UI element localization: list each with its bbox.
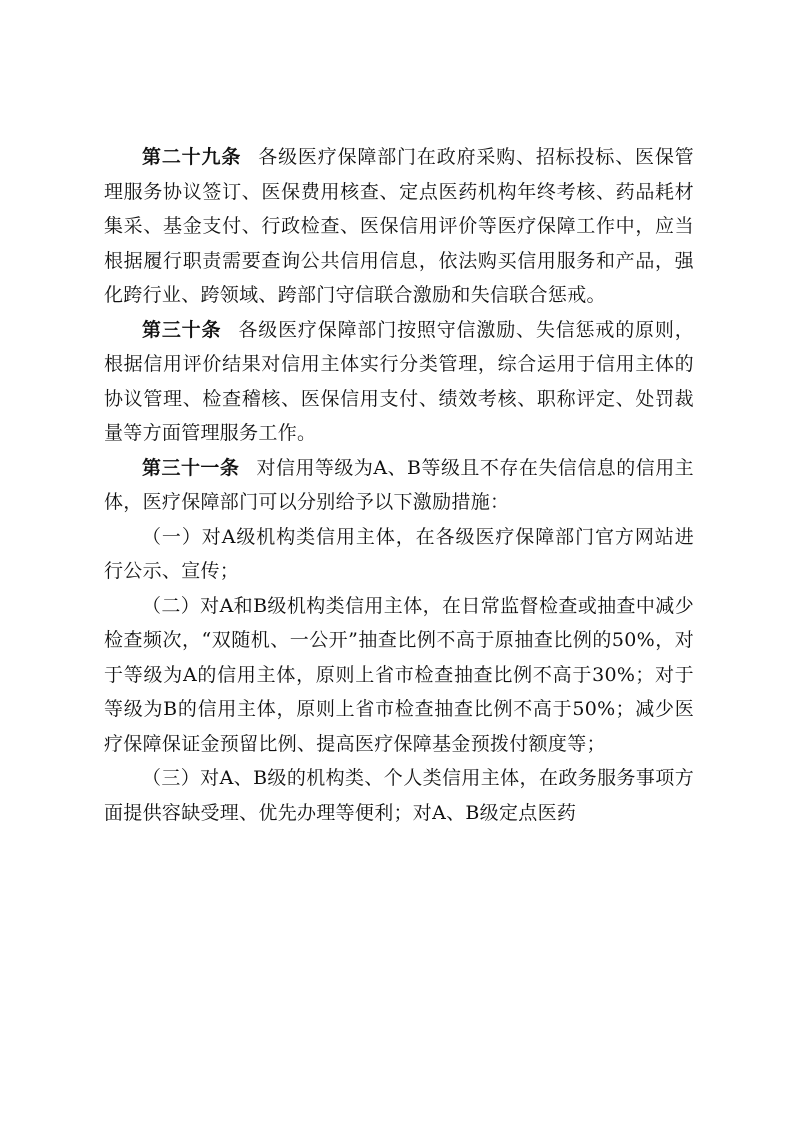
article-30-text: 各级医疗保障部门按照守信激励、失信惩戒的原则，根据信用评价结果对信用主体实行分类管理，综合运用于信用主体的协议管理、检查稽核、医保信用支付、绩效考核、职称评定、处罚裁量等方面管理服务工作。 — [104, 318, 694, 444]
article-30-paragraph — [104, 313, 694, 451]
clause-2-text: （二）对A和B级机构类信用主体，在日常监督检查或抽查中减少检查频次，“双随机、一公开”抽查比例不高于原抽查比例的50%，对于等级为A的信用主体，原则上省市检查抽查比例不高于30%；对于等级为B的信用主体，原则上省市检查抽查比例不高于50%；减少医疗保障保证金预留比例、提高医疗保障基金预拨付额度等； — [104, 594, 694, 755]
document-body — [104, 140, 694, 830]
article-29-paragraph — [104, 140, 694, 313]
article-31-paragraph — [104, 451, 694, 520]
article-29-text: 各级医疗保障部门在政府采购、招标投标、医保管理服务协议签订、医保费用核查、定点医药机构年终考核、药品耗材集采、基金支付、行政检查、医保信用评价等医疗保障工作中，应当根据履行职责需要查询公共信用信息，依法购买信用服务和产品，强化跨行业、跨领域、跨部门守信联合激励和失信联合惩戒。 — [104, 146, 694, 306]
article-31-heading: 第三十一条 — [142, 456, 240, 479]
clause-3-paragraph — [104, 761, 694, 830]
article-29-heading: 第二十九条 — [142, 146, 242, 168]
clause-2-paragraph — [104, 589, 694, 762]
article-31-text: 对信用等级为A、B等级且不存在失信信息的信用主体，医疗保障部门可以分别给予以下激励措施： — [104, 456, 694, 513]
article-30-heading: 第三十条 — [142, 318, 222, 341]
clause-3-text: （三）对A、B级的机构类、个人类信用主体，在政务服务事项方面提供容缺受理、优先办理等便利；对A、B级定点医药 — [104, 767, 694, 824]
clause-1-text: （一）对A级机构类信用主体，在各级医疗保障部门官方网站进行公示、宣传； — [104, 525, 694, 582]
clause-1-paragraph — [104, 520, 694, 589]
